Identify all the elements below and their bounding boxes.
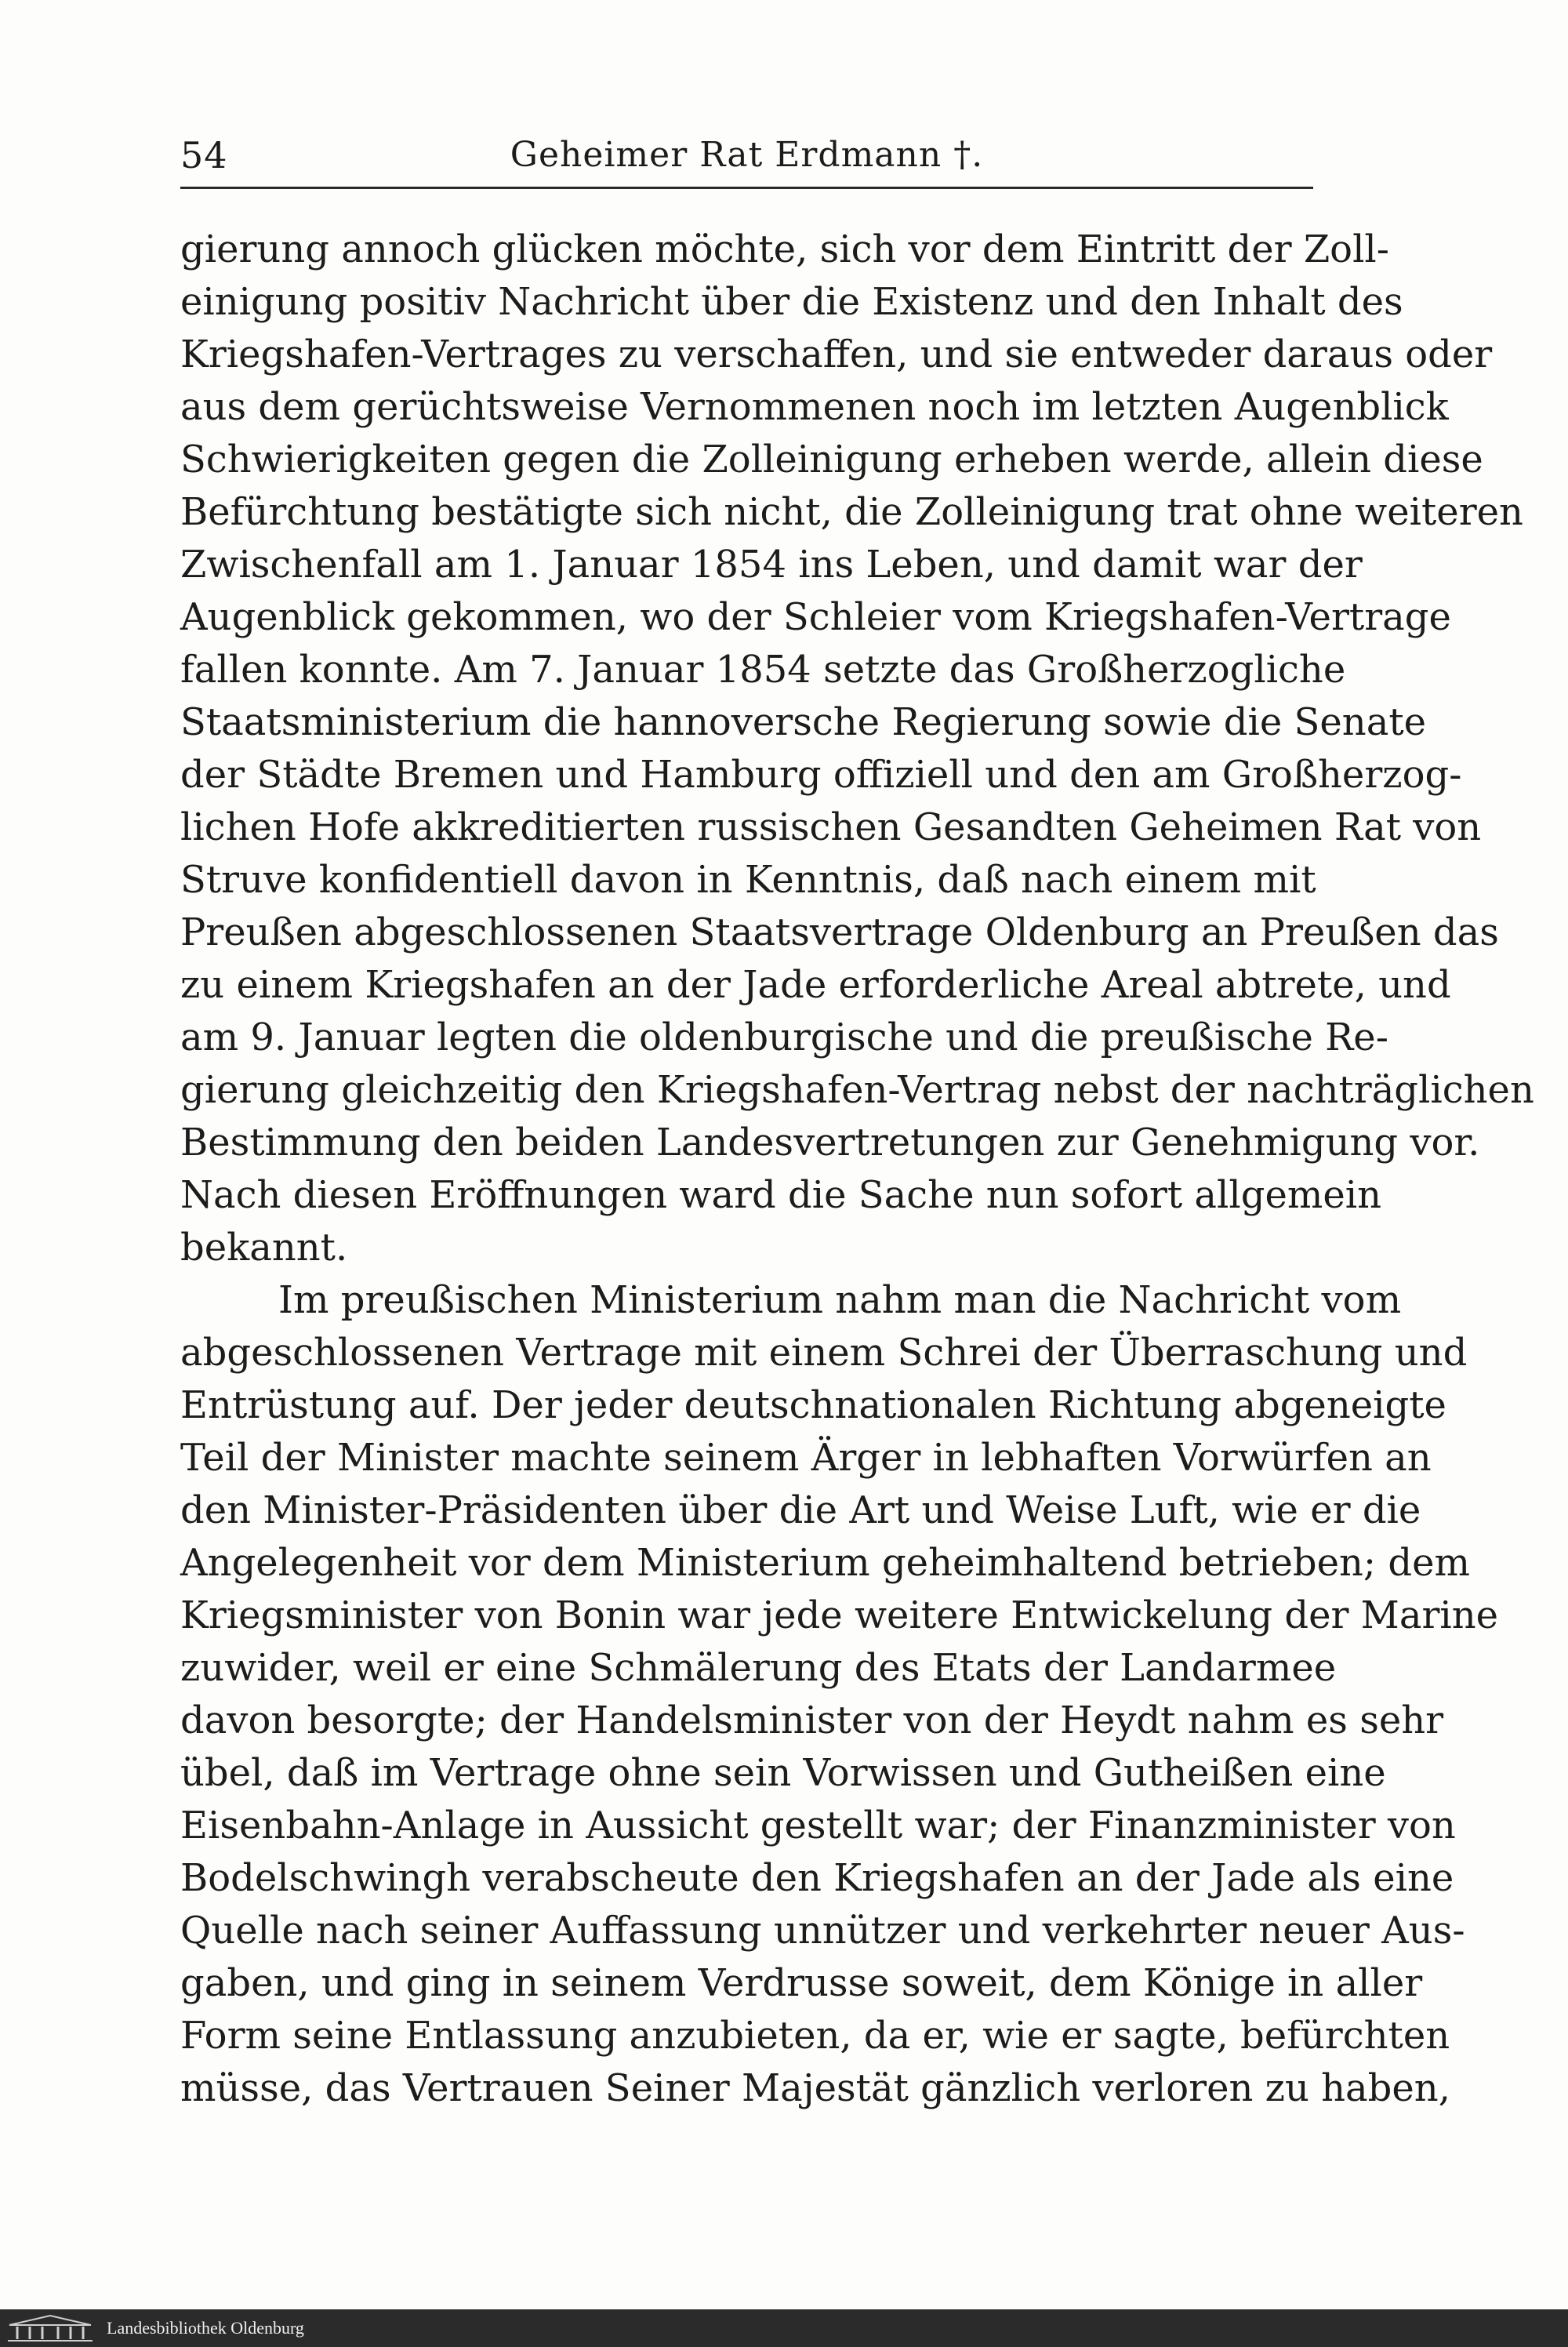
text-line: übel, daß im Vertrage ohne sein Vorwissen und Gutheißen eine bbox=[180, 1751, 1386, 1795]
text-line: gaben, und ging in seinem Verdrusse soweit, dem Könige in aller bbox=[180, 1961, 1423, 2005]
text-line: Teil der Minister machte seinem Ärger in lebhaften Vorwürfen an bbox=[180, 1436, 1432, 1480]
text-line: zu einem Kriegshafen an der Jade erforderliche Areal abtrete, und bbox=[180, 963, 1451, 1007]
text-line: Entrüstung auf. Der jeder deutschnationalen Richtung abgeneigte bbox=[180, 1383, 1446, 1427]
text-line: Augenblick gekommen, wo der Schleier vom Kriegshafen-Vertrage bbox=[180, 595, 1451, 639]
text-line: Struve konfidentiell davon in Kenntnis, daß nach einem mit bbox=[180, 858, 1316, 902]
library-footer-bar bbox=[0, 2309, 1568, 2347]
text-line: der Städte Bremen und Hamburg offiziell und den am Großherzog- bbox=[180, 753, 1462, 797]
text-line: den Minister-Präsidenten über die Art und Weise Luft, wie er die bbox=[180, 1488, 1421, 1532]
text-line: am 9. Januar legten die oldenburgische und die preußische Re- bbox=[180, 1015, 1388, 1059]
text-line: zuwider, weil er eine Schmälerung des Etats der Landarmee bbox=[180, 1646, 1337, 1690]
text-line: davon besorgte; der Handelsminister von der Heydt nahm es sehr bbox=[180, 1698, 1444, 1742]
text-line: gierung annoch glücken möchte, sich vor dem Eintritt der Zoll- bbox=[180, 227, 1389, 271]
text-line: Quelle nach seiner Auffassung unnützer und verkehrter neuer Aus- bbox=[180, 1909, 1465, 1953]
text-line: Kriegshafen-Vertrages zu verschaffen, und sie entweder daraus oder bbox=[180, 332, 1493, 376]
text-line: Preußen abgeschlossenen Staatsvertrage Oldenburg an Preußen das bbox=[180, 910, 1499, 954]
text-line: lichen Hofe akkreditierten russischen Gesandten Geheimen Rat von bbox=[180, 805, 1482, 849]
text-line: Im preußischen Ministerium nahm man die Nachricht vom bbox=[278, 1278, 1402, 1322]
text-line: müsse, das Vertrauen Seiner Majestät gänzlich verloren zu haben, bbox=[180, 2066, 1450, 2110]
library-building-icon bbox=[3, 2312, 97, 2344]
text-line: bekannt. bbox=[180, 1226, 348, 1270]
text-line: Nach diesen Eröffnungen ward die Sache nun sofort allgemein bbox=[180, 1173, 1382, 1217]
text-line: Bodelschwingh verabscheute den Kriegshafen an der Jade als eine bbox=[180, 1856, 1454, 1900]
text-line: Form seine Entlassung anzubieten, da er, wie er sagte, befürchten bbox=[180, 2014, 1450, 2058]
text-line: Zwischenfall am 1. Januar 1854 ins Leben, und damit war der bbox=[180, 543, 1363, 587]
text-line: Eisenbahn-Anlage in Aussicht gestellt war; der Finanzminister von bbox=[180, 1804, 1456, 1847]
text-line: fallen konnte. Am 7. Januar 1854 setzte das Großherzogliche bbox=[180, 648, 1346, 692]
text-line: Staatsministerium die hannoversche Regierung sowie die Senate bbox=[180, 700, 1427, 744]
library-name: Landesbibliothek Oldenburg bbox=[107, 2318, 304, 2338]
text-line: Bestimmung den beiden Landesvertretungen zur Genehmigung vor. bbox=[180, 1121, 1480, 1164]
running-title: Geheimer Rat Erdmann †. bbox=[510, 135, 984, 175]
body-text bbox=[180, 223, 1534, 2115]
text-line: Befürchtung bestätigte sich nicht, die Zolleinigung trat ohne weiteren bbox=[180, 490, 1523, 534]
text-line: gierung gleichzeitig den Kriegshafen-Vertrag nebst der nachträglichen bbox=[180, 1068, 1534, 1112]
text-line: Kriegsminister von Bonin war jede weitere Entwickelung der Marine bbox=[180, 1593, 1499, 1637]
running-head bbox=[180, 132, 1313, 189]
text-line: Angelegenheit vor dem Ministerium geheimhaltend betrieben; dem bbox=[180, 1541, 1470, 1585]
page-number: 54 bbox=[180, 134, 228, 176]
text-line: Schwierigkeiten gegen die Zolleinigung erheben werde, allein diese bbox=[180, 438, 1483, 481]
text-line: aus dem gerüchtsweise Vernommenen noch im letzten Augenblick bbox=[180, 385, 1449, 429]
text-line: abgeschlossenen Vertrage mit einem Schrei der Überraschung und bbox=[180, 1331, 1468, 1375]
text-line: einigung positiv Nachricht über die Existenz und den Inhalt des bbox=[180, 280, 1403, 324]
